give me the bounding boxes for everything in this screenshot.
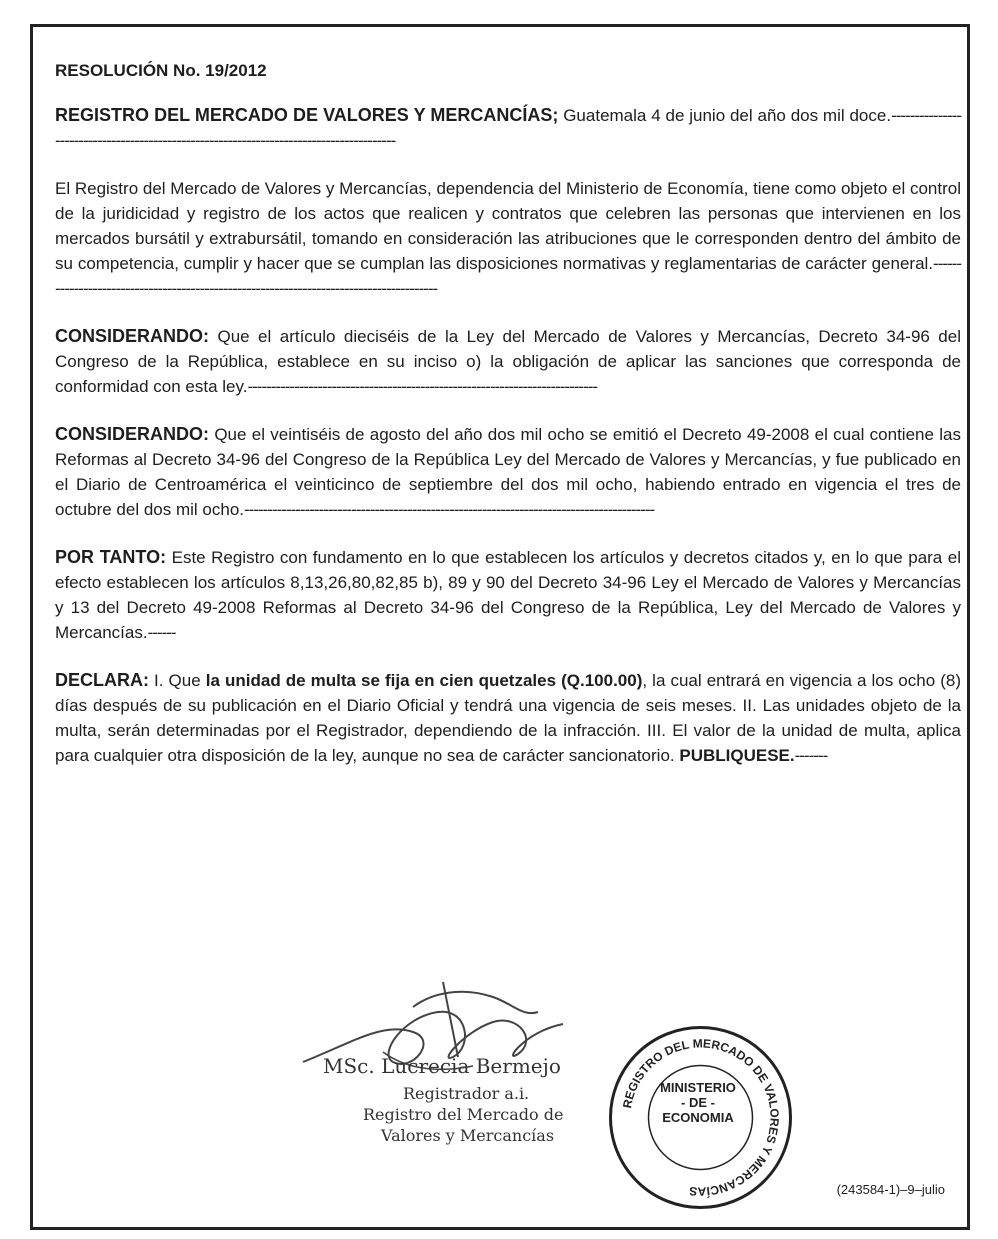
signature-block <box>263 962 633 1182</box>
declara-text-b: , la cual entrará en vigencia a los ocho (8) días después de su publicación en el Diario Oficial y tendrá una vigencia de seis meses. II. Las unidades objeto de la multa, serán determinadas por el Registrador, dependiendo de la infracción. III. El valor de la unidad de multa, aplica para cualquier otra disposición de la ley, aunque no sea de carácter sancionatorio. <box>55 671 961 765</box>
declara-bold-text: la unidad de multa se fija en cien quetzales (Q.100.00) <box>205 671 643 690</box>
por-tanto-heading: POR TANTO: <box>55 547 167 567</box>
dash-fill: ------ <box>147 623 176 642</box>
seal-center <box>648 1080 748 1125</box>
declara-text-a: I. Que <box>149 671 206 690</box>
seal-line-1: MINISTERIO <box>660 1080 736 1095</box>
paragraph-considerando-1 <box>55 324 961 399</box>
publiquese-text: PUBLIQUESE. <box>679 746 795 765</box>
por-tanto-text: Este Registro con fundamento en lo que establecen los artículos y decretos citados y, en lo que para el efecto establecen los artículos 8,13,26,80,82,85 b), 89 y 90 del Decreto 34-96 Ley el Mercado de Valores y Mercancías y 13 del Decreto 49-2008 Reformas al Decreto 34-96 del Congreso de la República, Ley del Mercado de Valores y Mercancías. <box>55 548 961 642</box>
official-seal <box>603 1020 798 1215</box>
considerando-heading: CONSIDERANDO: <box>55 326 210 346</box>
seal-line-3: ECONOMIA <box>662 1110 734 1125</box>
paragraph-considerando-2 <box>55 422 961 522</box>
paragraph-intro <box>55 103 961 153</box>
reference-number: (243584-1)–9–julio <box>836 1182 945 1197</box>
document-frame <box>30 24 970 1230</box>
dash-fill: ---------------------------------------------------------------------------------------- <box>244 500 655 519</box>
seal-ring-text: REGISTRO DEL MERCADO DE VALORES Y MERCANCÍAS <box>620 1036 782 1199</box>
signatory-org-line1: Registro del Mercado de <box>363 1105 564 1124</box>
registry-heading: REGISTRO DEL MERCADO DE VALORES Y MERCANCÍAS; <box>55 105 559 125</box>
dash-fill: --------------------------------------------------------------------------- <box>247 377 598 396</box>
dash-fill: ---------------------------------------------------------------------------------------- <box>55 106 961 150</box>
paragraph-por-tanto <box>55 545 961 645</box>
resolution-number: RESOLUCIÓN No. 19/2012 <box>55 61 267 80</box>
paragraph-declara <box>55 668 961 768</box>
paragraph-objective <box>55 176 961 301</box>
dash-fill: ------- <box>794 746 828 765</box>
seal-line-2: - DE - <box>681 1095 715 1110</box>
signatory-name: MSc. Lucrecia Bermejo <box>323 1054 561 1078</box>
considerando-heading: CONSIDERANDO: <box>55 424 210 444</box>
dash-fill: ---------------------------------------------------------------------------------------- <box>55 254 961 298</box>
signatory-role: Registrador a.i. <box>403 1084 530 1103</box>
objective-text: El Registro del Mercado de Valores y Mercancías, dependencia del Ministerio de Economía, tiene como objeto el control de la juridicidad y registro de los actos que realicen y contratos que celebren las personas que intervienen en los mercados bursátil y extrabursátil, tomando en consideración las atribuciones que le corresponden dentro del ámbito de su competencia, cumplir y hacer que se cumplan las disposiciones normativas y reglamentarias de carácter general. <box>55 179 961 273</box>
considerando-2-text: Que el veintiséis de agosto del año dos mil ocho se emitió el Decreto 49-2008 el cual contiene las Reformas al Decreto 34-96 del Congreso de la República Ley del Mercado de Valores y Mercancías, y fue publicado en el Diario de Centroamérica el veinticinco de septiembre del dos mil ocho, habiendo entrado en vigencia el tres de octubre del dos mil ocho. <box>55 425 961 519</box>
signatory-org-line2: Valores y Mercancías <box>381 1126 555 1145</box>
considerando-1-text: Que el artículo dieciséis de la Ley del Mercado de Valores y Mercancías, Decreto 34-96 del Congreso de la República, establece en su inciso o) la obligación de aplicar las sanciones que corresponda de conformidad con esta ley. <box>55 327 961 396</box>
declara-heading: DECLARA: <box>55 670 149 690</box>
intro-text: Guatemala 4 de junio del año dos mil doce. <box>558 106 892 125</box>
document-body <box>55 61 961 791</box>
